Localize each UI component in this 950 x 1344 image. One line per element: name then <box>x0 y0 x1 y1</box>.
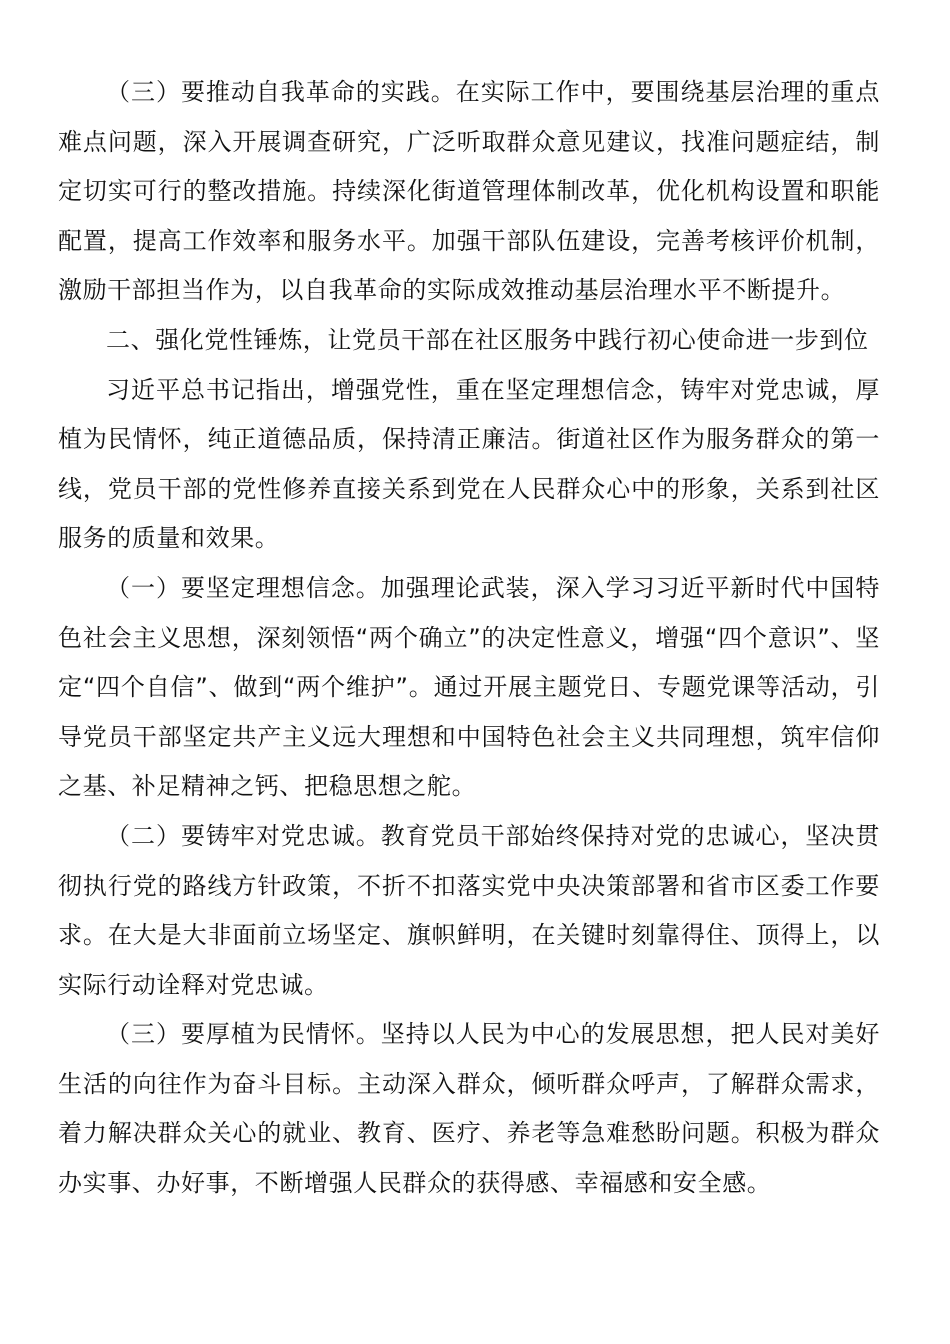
document-body <box>58 68 880 1209</box>
section-heading-party-spirit: 二、强化党性锤炼，让党员干部在社区服务中践行初心使命进一步到位 <box>106 325 869 354</box>
paragraph-self-revolution-practice: （三）要推动自我革命的实践。在实际工作中，要围绕基层治理的重点难点问题，深入开展调查研究，广泛听取群众意见建议，找准问题症结，制定切实可行的整改措施。持续深化街道管理体制改革，优化机构设置和职能配置，提高工作效率和服务水平。加强干部队伍建设，完善考核评价机制，激励干部担当作为，以自我革命的实际成效推动基层治理水平不断提升。 <box>58 78 880 305</box>
paragraph-serve-the-people: （三）要厚植为民情怀。坚持以人民为中心的发展思想，把人民对美好生活的向往作为奋斗目标。主动深入群众，倾听群众呼声，了解群众需求，着力解决群众关心的就业、教育、医疗、养老等急难愁盼问题。积极为群众办实事、办好事，不断增强人民群众的获得感、幸福感和安全感。 <box>58 1020 880 1198</box>
paragraph-loyalty-to-party: （二）要铸牢对党忠诚。教育党员干部始终保持对党的忠诚心，坚决贯彻执行党的路线方针政策，不折不扣落实党中央决策部署和省市区委工作要求。在大是大非面前立场坚定、旗帜鲜明，在关键时刻靠得住、顶得上，以实际行动诠释对党忠诚。 <box>58 821 880 999</box>
paragraph-party-spirit-intro: 习近平总书记指出，增强党性，重在坚定理想信念，铸牢对党忠诚，厚植为民情怀，纯正道德品质，保持清正廉洁。街道社区作为服务群众的第一线，党员干部的党性修养直接关系到党在人民群众心中的形象，关系到社区服务的质量和效果。 <box>58 375 880 553</box>
paragraph-firm-ideals: （一）要坚定理想信念。加强理论武装，深入学习习近平新时代中国特色社会主义思想，深刻领悟“两个确立”的决定性意义，增强“四个意识”、坚定“四个自信”、做到“两个维护”。通过开展主题党日、专题党课等活动，引导党员干部坚定共产主义远大理想和中国特色社会主义共同理想，筑牢信仰之基、补足精神之钙、把稳思想之舵。 <box>58 573 880 801</box>
